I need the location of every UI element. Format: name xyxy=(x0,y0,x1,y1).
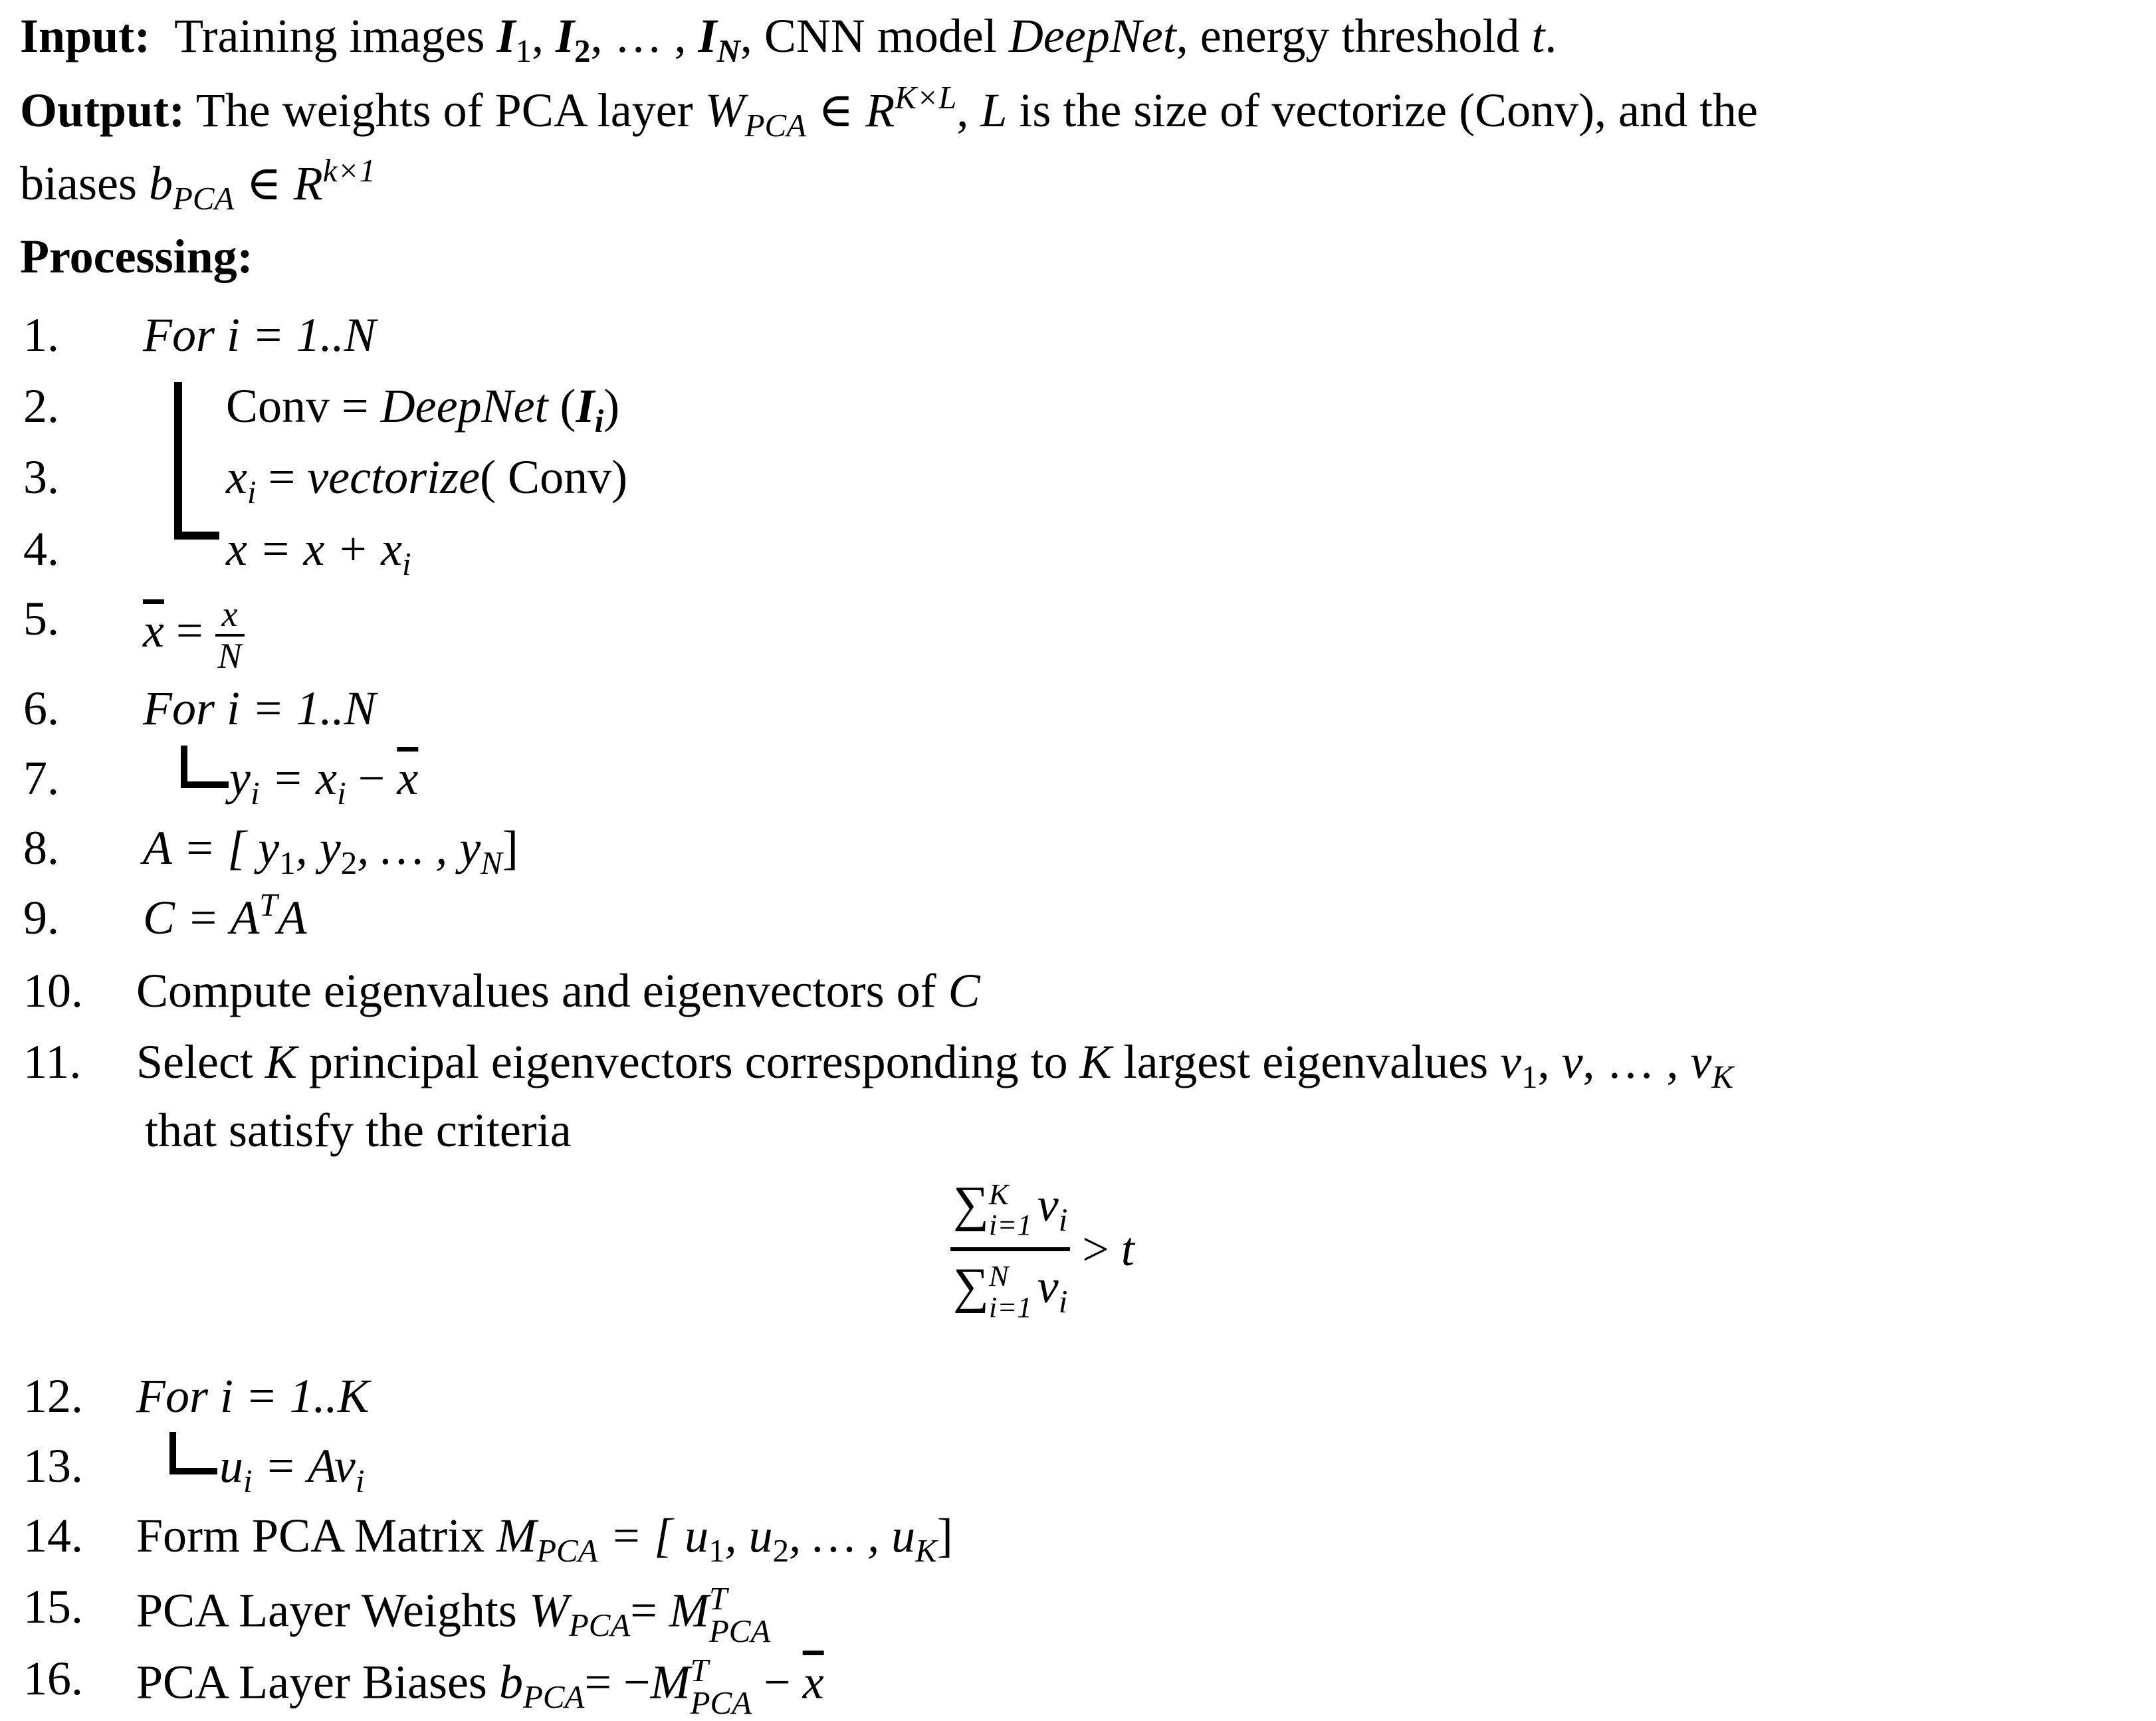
step-number: 13. xyxy=(23,1439,83,1492)
step-text: For i = 1..N xyxy=(143,308,376,361)
step-text: Conv = DeepNet $(I_i)$ xyxy=(226,379,620,439)
step-text: Form PCA Matrix $M_{PCA}$ = [ $u_1$, $u_2$, … , $u_K$] xyxy=(136,1509,953,1569)
input-text: Training images $I_1$, $I_2$, … , $I_N$, CNN model DeepNet, energy threshold t. xyxy=(174,9,1557,69)
step-text: A = [ $y_1$, $y_2$, … , $y_N$] xyxy=(143,821,518,881)
step-text: $x = x + x_i$ xyxy=(226,522,411,582)
output-text: The weights of PCA layer $W_{PCA}$ ∈ $R^{K\times L}$, L is the size of vectorize (Conv), and the xyxy=(195,79,1758,144)
output-label: Output: xyxy=(20,84,185,137)
step-number: 15. xyxy=(23,1580,83,1633)
step-text: PCA Layer Biases $b_{PCA}= -M$ T PCA − $\overline{x}$ xyxy=(136,1652,824,1721)
step-number: 4. xyxy=(23,522,59,575)
step-number: 7. xyxy=(23,752,59,805)
criteria-comparison: > t xyxy=(1082,1222,1134,1276)
criteria-denominator: ∑ N i=1 $v_i$ xyxy=(953,1259,1068,1324)
output-line-2: biases $b_{PCA}$ ∈ $R^{k\times 1}$ xyxy=(20,152,376,217)
step-text: PCA Layer Weights $W_{PCA}= M$ T PCA xyxy=(136,1580,771,1649)
step-text: For i = 1..K xyxy=(136,1369,370,1423)
step-number: 9. xyxy=(23,891,59,944)
step-text: $y_i = x_i - \overline{x}$ xyxy=(229,752,419,811)
processing-label: Processing: xyxy=(20,230,253,283)
step-number: 14. xyxy=(23,1509,83,1562)
energy-criteria-formula xyxy=(950,1176,1134,1323)
output-line xyxy=(20,79,1758,144)
criteria-numerator: ∑ K i=1 $v_i$ xyxy=(950,1176,1070,1251)
step-text: Compute eigenvalues and eigenvectors of C xyxy=(136,964,980,1017)
input-label: Input: xyxy=(20,9,151,62)
step-number: 5. xyxy=(23,592,59,645)
step-text: Select K principal eigenvectors corresponding to K largest eigenvalues $v_1$, v, … , $v_K$ xyxy=(136,1035,1734,1095)
step-number: 2. xyxy=(23,379,59,433)
input-line xyxy=(20,9,1557,69)
step-text: $u_i = Av_i$ xyxy=(219,1439,365,1499)
step-number: 12. xyxy=(23,1369,83,1423)
step-number: 8. xyxy=(23,821,59,874)
step-text: $\overline{x}$ = $\frac{x}{N}$ xyxy=(143,595,245,676)
loop-bracket-1 xyxy=(174,382,219,540)
loop-bracket-3 xyxy=(169,1432,217,1474)
step-text: $C = A^TA$ xyxy=(143,886,307,944)
loop-bracket-2 xyxy=(181,746,229,788)
step-number: 16. xyxy=(23,1652,83,1705)
step-number: 11. xyxy=(23,1035,82,1088)
step-text: For i = 1..N xyxy=(143,682,376,735)
step-text: $x_i$ = vectorize( Conv) xyxy=(226,451,628,510)
step-number: 3. xyxy=(23,451,59,504)
step-number: 10. xyxy=(23,964,83,1017)
step-11-continuation: that satisfy the criteria xyxy=(145,1104,572,1157)
step-number: 6. xyxy=(23,682,59,735)
step-number: 1. xyxy=(23,308,59,361)
